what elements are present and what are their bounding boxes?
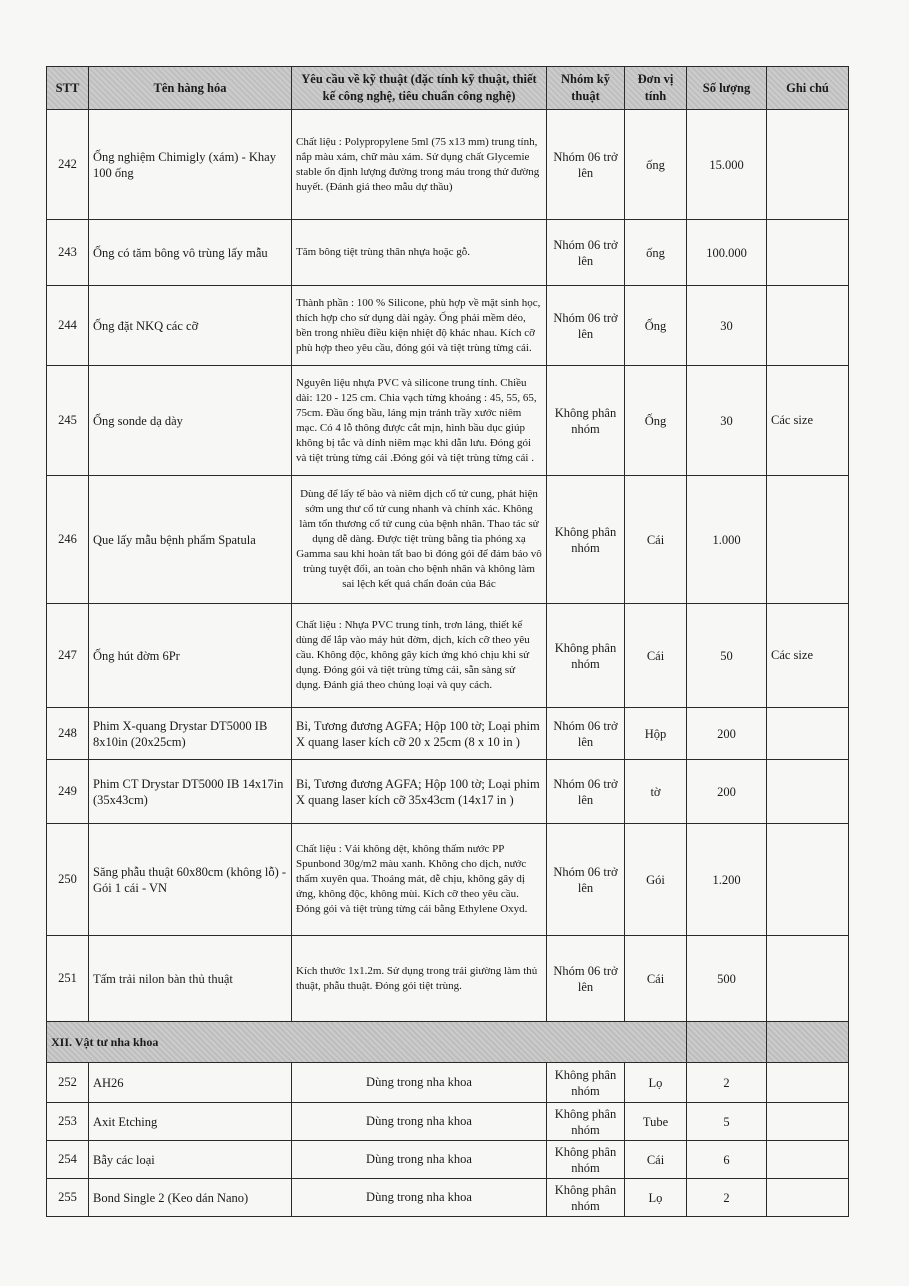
- cell-spec: Dùng để lấy tế bào và niêm dịch cổ tử cung, phát hiện sớm ung thư cổ tử cung nhanh và chính xác. Không làm tổn thương cổ tử cung của bệnh nhân. Thao tác sử dụng dễ dàng. Được tiệt trùng bằng tia phóng xạ Gamma sau khi hoàn tất bao bì đóng gói để đảm bảo vô trùng tuyệt đối, an toàn cho bệnh nhân và không làm sai lệch kết quả chẩn đoán của Bác: [292, 476, 547, 604]
- cell-stt: 249: [47, 760, 89, 824]
- cell-note: [767, 1103, 849, 1141]
- cell-note: [767, 1141, 849, 1179]
- cell-note: [767, 286, 849, 366]
- cell-name: Bond Single 2 (Keo dán Nano): [89, 1179, 292, 1217]
- table-row: [47, 220, 849, 286]
- cell-qty: 200: [687, 760, 767, 824]
- cell-name: Ống có tăm bông vô trùng lấy mẫu: [89, 220, 292, 286]
- section-title: XII. Vật tư nha khoa: [47, 1022, 687, 1063]
- cell-group: Nhóm 06 trở lên: [547, 286, 625, 366]
- cell-name: Que lấy mẫu bệnh phẩm Spatula: [89, 476, 292, 604]
- cell-spec: Chất liệu : Polypropylene 5ml (75 x13 mm) trung tính, nắp màu xám, chữ màu xám. Sử dụng chất Glycemie stable ổn định lượng đường trong máu trong thử đường huyết. (Đánh giá theo mẫu dự thầu): [292, 110, 547, 220]
- cell-spec: Chất liệu : Nhựa PVC trung tính, trơn láng, thiết kế dùng để lắp vào máy hút đờm, dịch, kích cỡ theo yêu cầu. Không độc, không gây kích ứng khó chịu khi sử dụng. Đóng gói và tiệt trùng từng cái, sẵn sàng sử dụng. Đánh giá theo chủng loại và quy cách.: [292, 604, 547, 708]
- cell-stt: 255: [47, 1179, 89, 1217]
- cell-note: [767, 220, 849, 286]
- cell-stt: 251: [47, 936, 89, 1022]
- cell-unit: Cái: [625, 476, 687, 604]
- table-row: [47, 366, 849, 476]
- cell-name: Axit Etching: [89, 1103, 292, 1141]
- cell-spec: Bỉ, Tương đương AGFA; Hộp 100 tờ; Loại phim X quang laser kích cỡ 35x43cm (14x17 in ): [292, 760, 547, 824]
- table-row: [47, 1103, 849, 1141]
- cell-note: Các size: [767, 604, 849, 708]
- cell-unit: Gói: [625, 824, 687, 936]
- cell-stt: 254: [47, 1141, 89, 1179]
- cell-name: Săng phẫu thuật 60x80cm (không lỗ) - Gói 1 cái - VN: [89, 824, 292, 936]
- cell-group: Nhóm 06 trở lên: [547, 936, 625, 1022]
- cell-note: [767, 824, 849, 936]
- cell-name: Ống đặt NKQ các cỡ: [89, 286, 292, 366]
- cell-qty: 100.000: [687, 220, 767, 286]
- cell-stt: 247: [47, 604, 89, 708]
- cell-note: [767, 476, 849, 604]
- cell-name: Phim X-quang Drystar DT5000 IB 8x10in (20x25cm): [89, 708, 292, 760]
- cell-spec: Bỉ, Tương đương AGFA; Hộp 100 tờ; Loại phim X quang laser kích cỡ 20 x 25cm (8 x 10 in ): [292, 708, 547, 760]
- table-row: [47, 604, 849, 708]
- cell-qty: 1.000: [687, 476, 767, 604]
- cell-stt: 250: [47, 824, 89, 936]
- cell-unit: tờ: [625, 760, 687, 824]
- cell-note: Các size: [767, 366, 849, 476]
- table-row: [47, 760, 849, 824]
- cell-note: [767, 110, 849, 220]
- cell-qty: 200: [687, 708, 767, 760]
- table-row: [47, 1063, 849, 1103]
- cell-qty: 50: [687, 604, 767, 708]
- cell-unit: ống: [625, 220, 687, 286]
- cell-stt: 244: [47, 286, 89, 366]
- cell-unit: Ống: [625, 286, 687, 366]
- header-note: Ghi chú: [767, 67, 849, 110]
- section-qty-cell: [687, 1022, 767, 1063]
- cell-unit: Tube: [625, 1103, 687, 1141]
- cell-group: Không phân nhóm: [547, 1179, 625, 1217]
- cell-group: Không phân nhóm: [547, 604, 625, 708]
- cell-spec: Dùng trong nha khoa: [292, 1063, 547, 1103]
- cell-note: [767, 936, 849, 1022]
- cell-group: Không phân nhóm: [547, 476, 625, 604]
- cell-group: Không phân nhóm: [547, 1063, 625, 1103]
- cell-group: Nhóm 06 trở lên: [547, 760, 625, 824]
- cell-spec: Chất liệu : Vải không dệt, không thấm nước PP Spunbond 30g/m2 màu xanh. Không cho dịch, nước thấm xuyên qua. Thoáng mát, dễ chịu, không gây dị ứng, không độc, không mùi. Kích cỡ theo yêu cầu. Đóng gói và tiệt trùng từng cái bằng Ethylene Oxyd.: [292, 824, 547, 936]
- cell-stt: 253: [47, 1103, 89, 1141]
- table-row: [47, 1179, 849, 1217]
- table-header-row: [47, 67, 849, 110]
- section-note-cell: [767, 1022, 849, 1063]
- cell-name: Phim CT Drystar DT5000 IB 14x17in (35x43cm): [89, 760, 292, 824]
- cell-spec: Dùng trong nha khoa: [292, 1141, 547, 1179]
- cell-group: Nhóm 06 trở lên: [547, 824, 625, 936]
- cell-note: [767, 708, 849, 760]
- cell-unit: Lọ: [625, 1063, 687, 1103]
- goods-table: [46, 66, 849, 1217]
- cell-spec: Thành phần : 100 % Silicone, phù hợp về mặt sinh học, thích hợp cho sử dụng dài ngày. Ống phải mềm dẻo, bền trong nhiều điều kiện nhiệt độ khác nhau. Kích cỡ phù hợp theo yêu cầu, đóng gói và tiệt trùng từng cái.: [292, 286, 547, 366]
- cell-qty: 5: [687, 1103, 767, 1141]
- table-row: [47, 824, 849, 936]
- cell-qty: 2: [687, 1063, 767, 1103]
- header-name: Tên hàng hóa: [89, 67, 292, 110]
- cell-group: Không phân nhóm: [547, 1103, 625, 1141]
- cell-note: [767, 1063, 849, 1103]
- table-row: [47, 708, 849, 760]
- header-group: Nhóm kỹ thuật: [547, 67, 625, 110]
- header-unit: Đơn vị tính: [625, 67, 687, 110]
- table-row: [47, 476, 849, 604]
- cell-name: AH26: [89, 1063, 292, 1103]
- cell-name: Bẫy các loại: [89, 1141, 292, 1179]
- cell-stt: 243: [47, 220, 89, 286]
- cell-group: Nhóm 06 trở lên: [547, 220, 625, 286]
- cell-spec: Nguyên liệu nhựa PVC và silicone trung tính. Chiều dài: 120 - 125 cm. Chia vạch từng khoảng : 45, 55, 65, 75cm. Đầu ống bầu, láng mịn tránh trầy xước niêm mạc. Có 4 lỗ thông được cắt mịn, hình bầu dục giúp không bị tắc và dính niêm mạc khi dẫn lưu. Đóng gói và tiệt trùng từng cái .Đóng gói và tiệt trùng từng cái .: [292, 366, 547, 476]
- cell-qty: 15.000: [687, 110, 767, 220]
- cell-stt: 242: [47, 110, 89, 220]
- cell-unit: Cái: [625, 936, 687, 1022]
- cell-spec: Tăm bông tiệt trùng thân nhựa hoặc gỗ.: [292, 220, 547, 286]
- cell-group: Nhóm 06 trở lên: [547, 110, 625, 220]
- cell-unit: Lọ: [625, 1179, 687, 1217]
- cell-stt: 245: [47, 366, 89, 476]
- header-qty: Số lượng: [687, 67, 767, 110]
- cell-stt: 246: [47, 476, 89, 604]
- table-row: [47, 286, 849, 366]
- cell-note: [767, 1179, 849, 1217]
- section-row: [47, 1022, 849, 1063]
- header-stt: STT: [47, 67, 89, 110]
- cell-spec: Dùng trong nha khoa: [292, 1103, 547, 1141]
- cell-spec: Dùng trong nha khoa: [292, 1179, 547, 1217]
- table-row: [47, 936, 849, 1022]
- table-row: [47, 1141, 849, 1179]
- cell-stt: 248: [47, 708, 89, 760]
- cell-name: Ống hút đờm 6Pr: [89, 604, 292, 708]
- cell-note: [767, 760, 849, 824]
- cell-unit: ống: [625, 110, 687, 220]
- cell-unit: Cái: [625, 1141, 687, 1179]
- cell-qty: 500: [687, 936, 767, 1022]
- cell-group: Không phân nhóm: [547, 366, 625, 476]
- cell-qty: 30: [687, 366, 767, 476]
- cell-group: Nhóm 06 trở lên: [547, 708, 625, 760]
- cell-qty: 30: [687, 286, 767, 366]
- cell-unit: Hộp: [625, 708, 687, 760]
- cell-name: Tấm trải nilon bàn thủ thuật: [89, 936, 292, 1022]
- cell-qty: 1.200: [687, 824, 767, 936]
- cell-stt: 252: [47, 1063, 89, 1103]
- cell-qty: 2: [687, 1179, 767, 1217]
- cell-spec: Kích thước 1x1.2m. Sử dụng trong trải giường làm thủ thuật, phẫu thuật. Đóng gói tiệt trùng.: [292, 936, 547, 1022]
- cell-unit: Cái: [625, 604, 687, 708]
- cell-qty: 6: [687, 1141, 767, 1179]
- cell-name: Ống sonde dạ dày: [89, 366, 292, 476]
- table-row: [47, 110, 849, 220]
- header-spec: Yêu cầu về kỹ thuật (đặc tính kỹ thuật, thiết kế công nghệ, tiêu chuẩn công nghệ): [292, 67, 547, 110]
- cell-group: Không phân nhóm: [547, 1141, 625, 1179]
- cell-name: Ống nghiệm Chimigly (xám) - Khay 100 ống: [89, 110, 292, 220]
- cell-unit: Ống: [625, 366, 687, 476]
